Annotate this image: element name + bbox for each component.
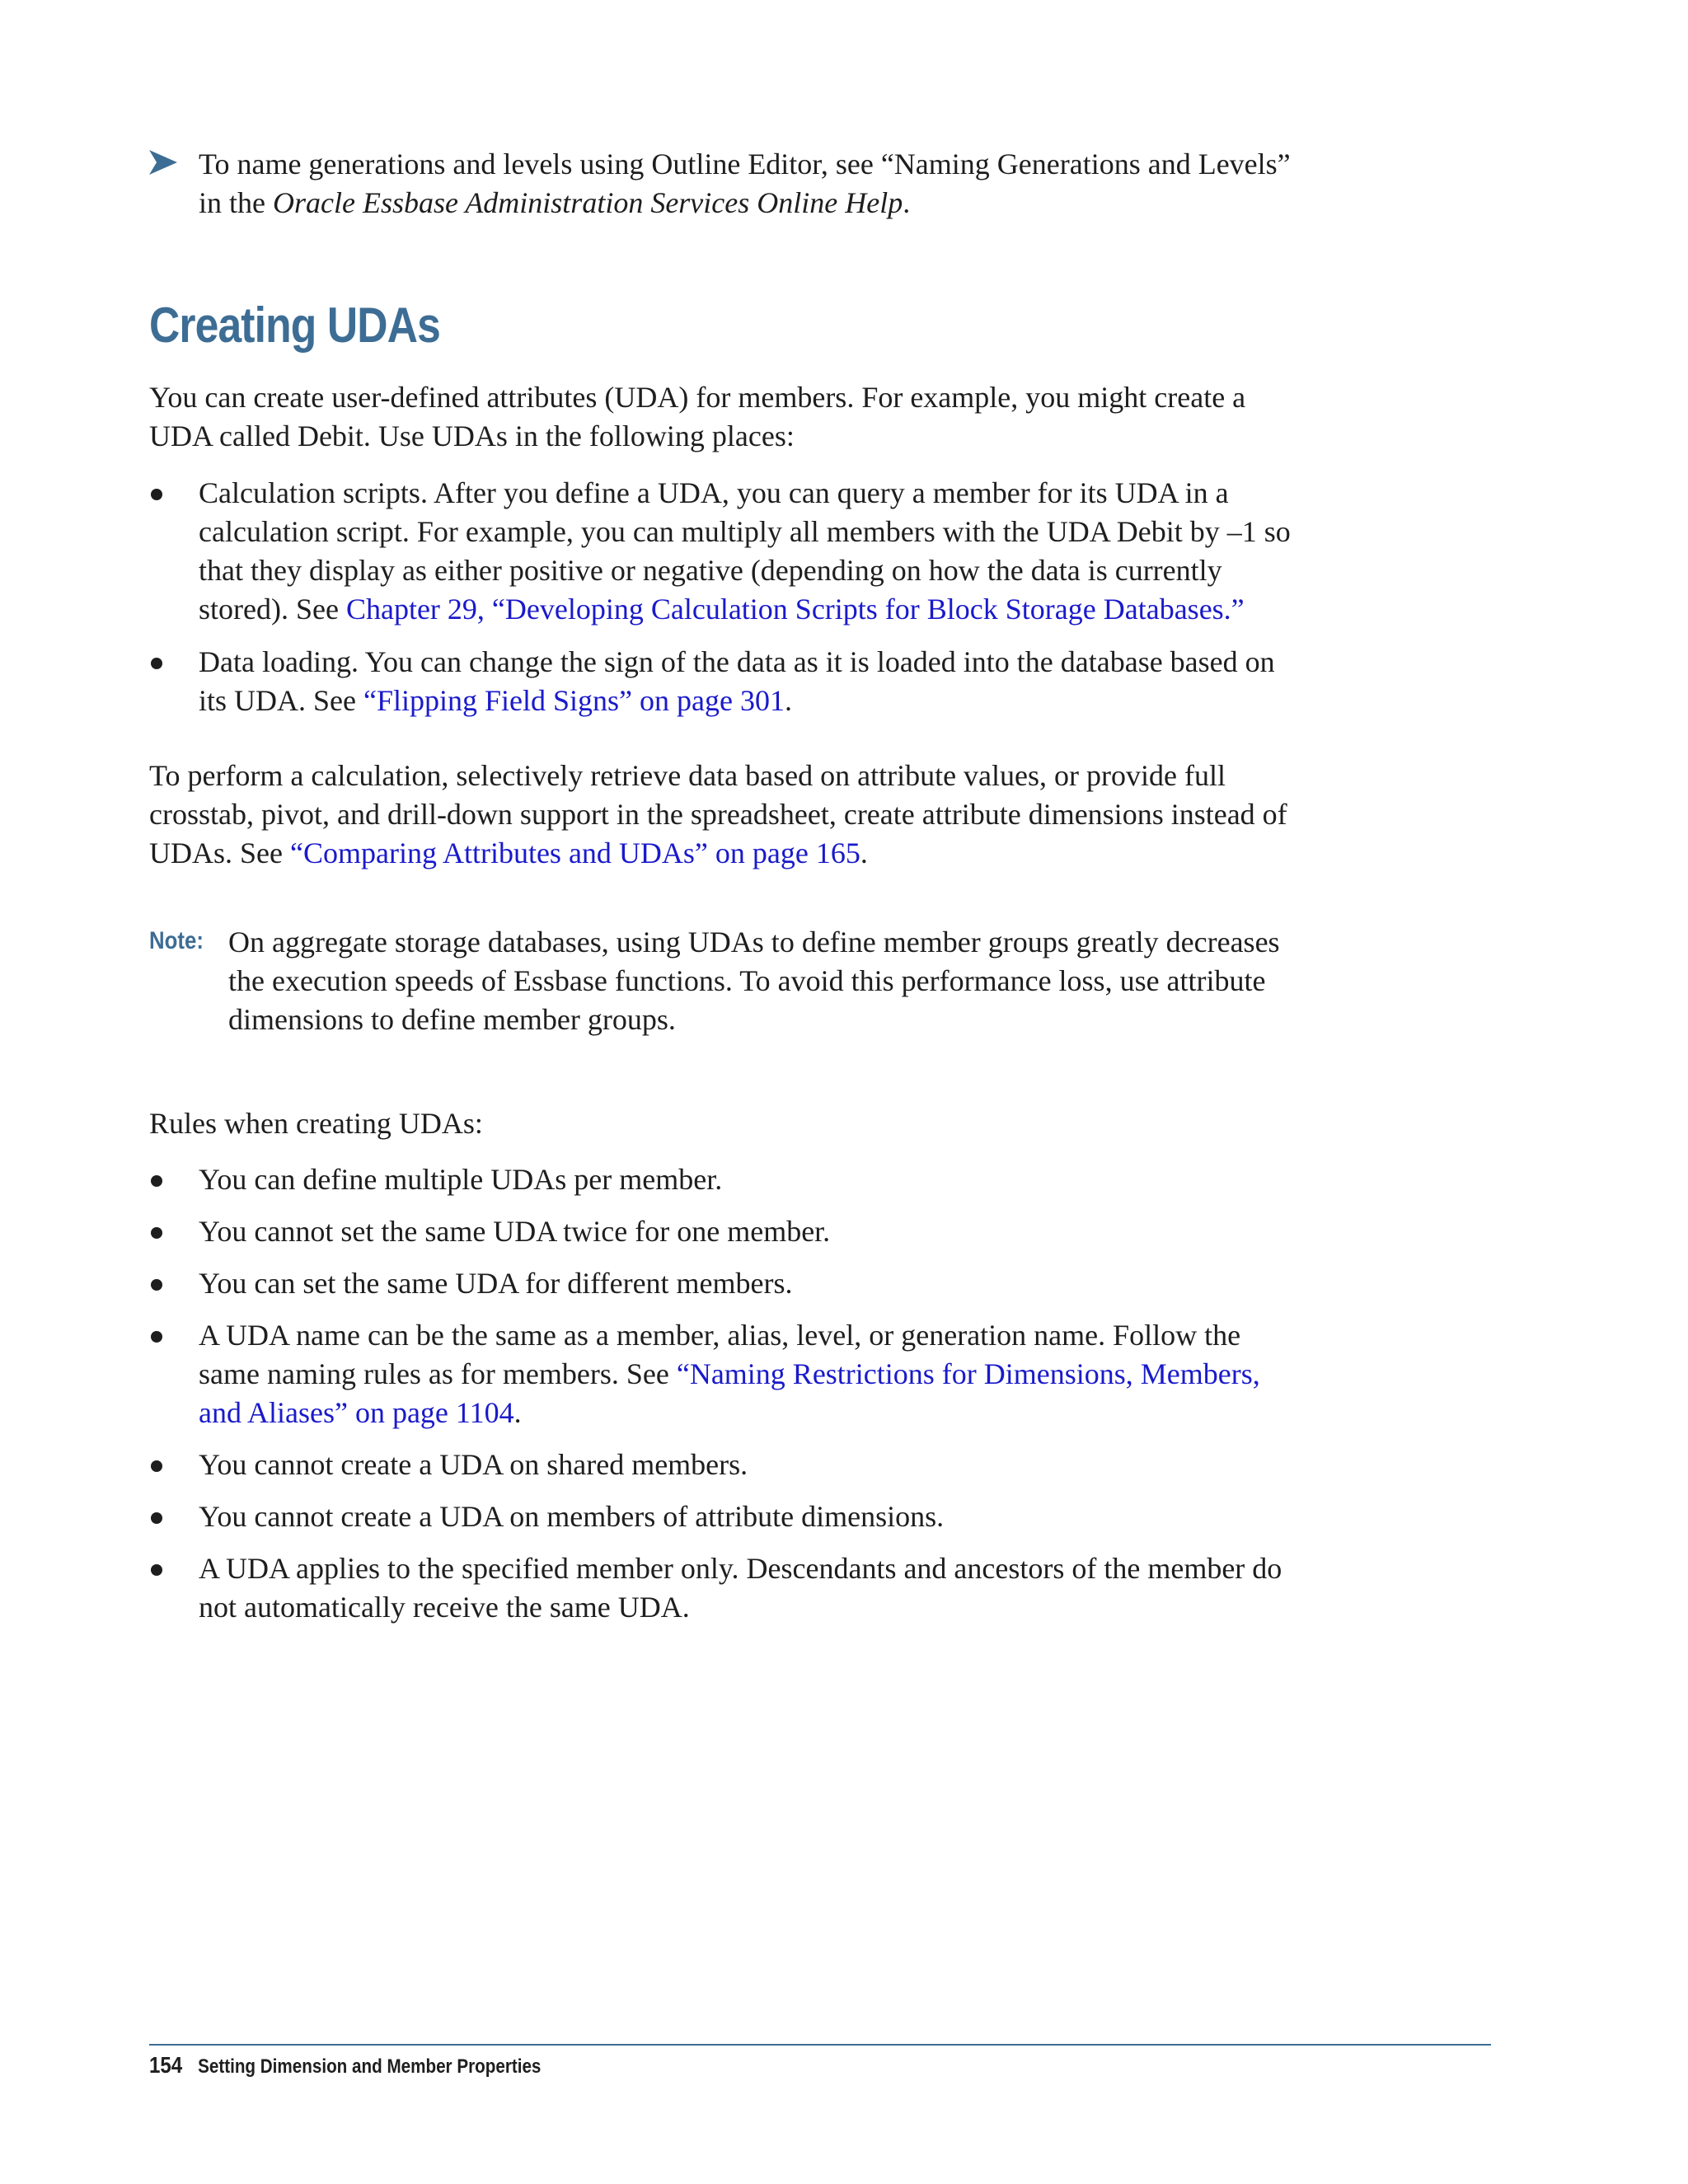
list-item-text: You cannot create a UDA on members of attribute dimensions. [199, 1500, 945, 1533]
list-item [149, 1446, 1303, 1484]
page-number: 154 [149, 2052, 183, 2078]
list-item [149, 1497, 1303, 1536]
list-item-text-end: . [784, 684, 792, 717]
page-footer [149, 2052, 541, 2079]
bullet-icon [151, 1227, 162, 1239]
bullet-icon [151, 1331, 162, 1343]
procedure-text [199, 145, 1303, 223]
paragraph-text: To perform a calculation, selectively retrieve data based on attribute values, or provide full crosstab, pivot, and drill-down support in the spreadsheet, create attribute dimensions instead of UDAs. See [149, 759, 1287, 869]
list-item-text: A UDA applies to the specified member only. Descendants and ancestors of the member do not automatically receive the same UDA. [199, 1552, 1282, 1624]
list-item [149, 1316, 1303, 1432]
chapter-29-link[interactable]: Chapter 29, “Developing Calculation Scripts for Block Storage Databases.” [345, 593, 1245, 626]
note-text: On aggregate storage databases, using UDAs to define member groups greatly decreases the execution speeds of Essbase functions. To avoid this performance loss, use attribute dimensions to define member groups. [228, 926, 1280, 1036]
list-item-text: Data loading. You can change the sign of the data as it is loaded into the database based on its UDA. See [199, 645, 1275, 717]
bullet-icon [151, 1512, 162, 1524]
list-item [149, 1549, 1303, 1627]
arrow-bullet-icon [149, 150, 177, 175]
bullet-icon [151, 1279, 162, 1291]
list-item-text-end: . [513, 1396, 522, 1429]
note-block [149, 923, 1303, 1039]
list-item [149, 1212, 1303, 1251]
list-item-text: Calculation scripts. After you define a UDA, you can query a member for its UDA in a calculation script. For example, you can multiply all members with the UDA Debit by –1 so that they display as either positive or negative (depending on how the data is currently stored). See [199, 476, 1291, 626]
list-item [149, 643, 1303, 720]
section-heading: Creating UDAs [149, 298, 440, 353]
note-label: Note: [149, 927, 204, 954]
naming-restrictions-link[interactable]: “Naming Restrictions for Dimensions, Members, and Aliases” on page 1104 [199, 1357, 1260, 1429]
list-item [149, 1264, 1303, 1303]
list-item-text: You cannot set the same UDA twice for one member. [199, 1215, 831, 1248]
rules-intro: Rules when creating UDAs: [149, 1107, 483, 1140]
procedure-text-end: . [903, 186, 911, 219]
bullet-icon [151, 1564, 162, 1576]
list-item-text: You cannot create a UDA on shared members. [199, 1448, 748, 1481]
uda-uses-list [149, 474, 1303, 720]
list-item [149, 1160, 1303, 1199]
uda-rules-list [149, 1160, 1303, 1627]
intro-paragraph: You can create user-defined attributes (UDA) for members. For example, you might create a UDA called Debit. Use UDAs in the following places: [149, 381, 1246, 452]
flipping-field-signs-link[interactable]: “Flipping Field Signs” on page 301 [363, 684, 785, 717]
list-item-text: A UDA name can be the same as a member, alias, level, or generation name. Follow the same naming rules as for members. See [199, 1319, 1241, 1390]
bullet-icon [151, 658, 162, 669]
online-help-title: Oracle Essbase Administration Services Online Help [272, 186, 903, 219]
footer-divider [149, 2044, 1491, 2046]
chapter-title: Setting Dimension and Member Properties [198, 2055, 542, 2078]
procedure-text-start: To name generations and levels using Outline Editor, see “Naming Generations and Levels” in the [199, 148, 1291, 219]
procedure-step [149, 145, 1303, 223]
comparing-attributes-link[interactable]: “Comparing Attributes and UDAs” on page 165 [289, 837, 860, 869]
list-item [149, 474, 1303, 629]
list-item-text: You can set the same UDA for different members. [199, 1267, 793, 1300]
bullet-icon [151, 489, 162, 500]
bullet-icon [151, 1175, 162, 1187]
paragraph-text-end: . [860, 837, 868, 869]
list-item-text: You can define multiple UDAs per member. [199, 1163, 723, 1196]
bullet-icon [151, 1460, 162, 1472]
attribute-dimensions-paragraph [149, 757, 1303, 873]
